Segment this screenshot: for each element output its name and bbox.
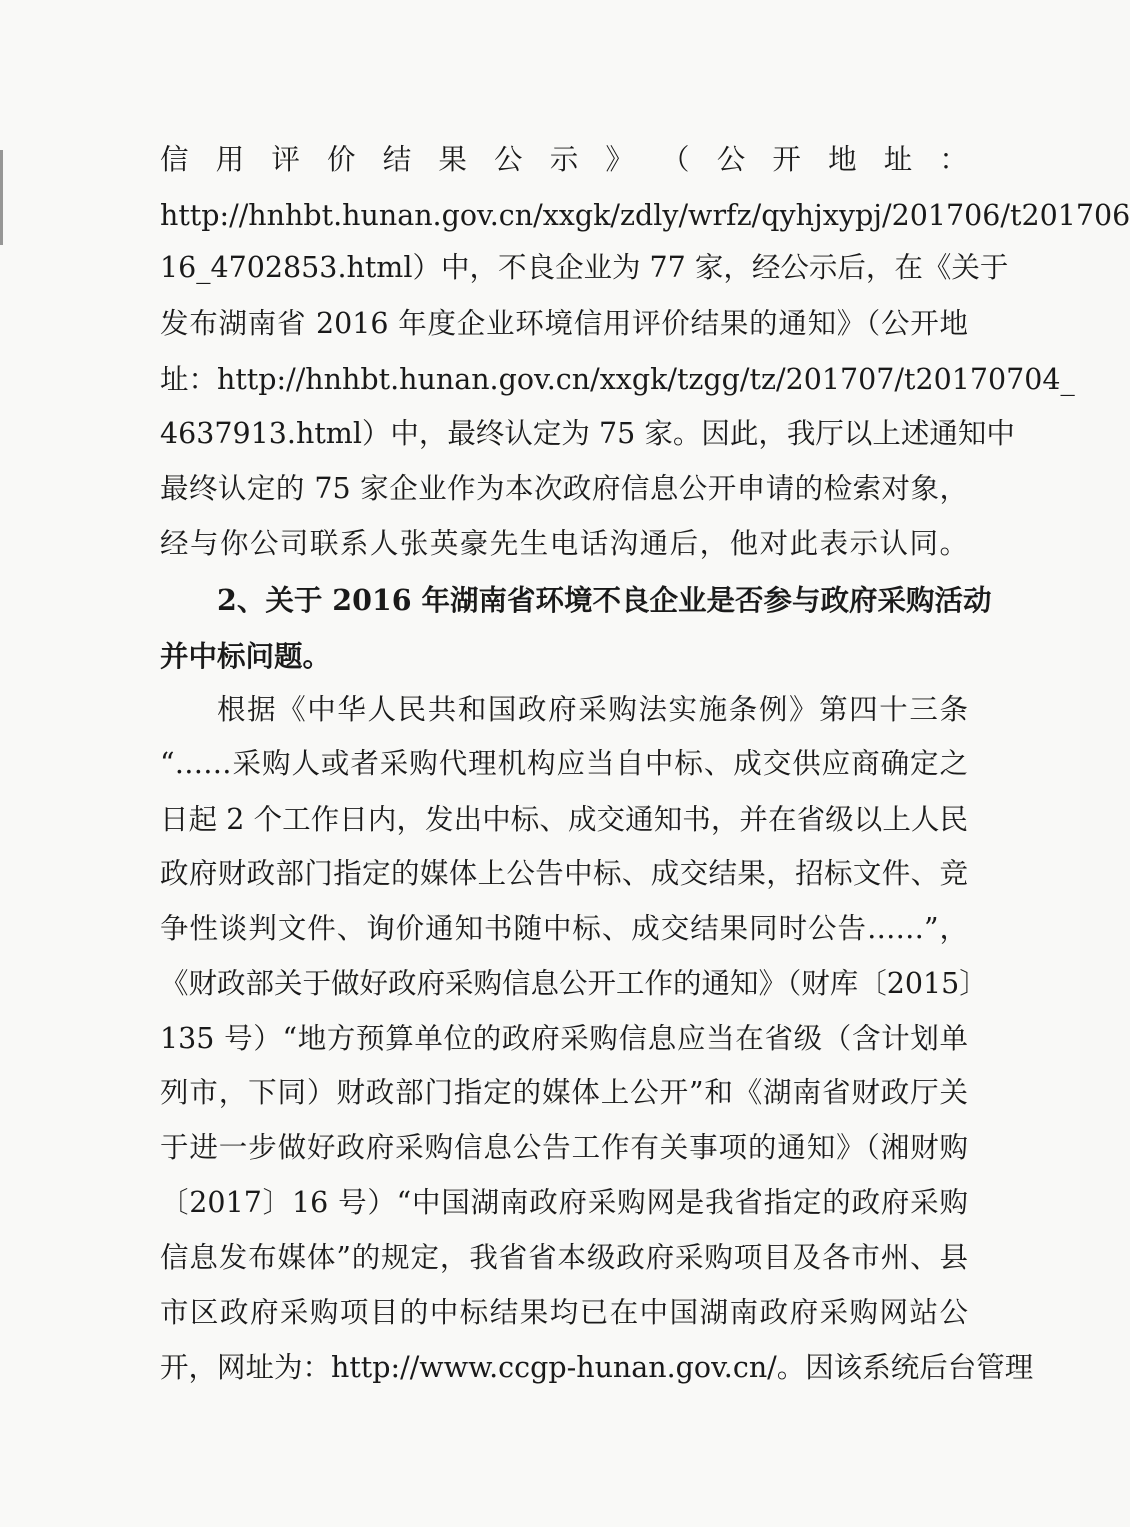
- text-line-21: 信息发布媒体”的规定，我省省本级政府采购项目及各市州、县: [160, 1241, 968, 1274]
- text-line-5: 址：http://hnhbt.hunan.gov.cn/xxgk/tzgg/tz/201707/t20170704_: [160, 363, 1075, 396]
- text-line-14: 政府财政部门指定的媒体上公告中标、成交结果，招标文件、竞: [160, 857, 968, 890]
- text-line-6: 4637913.html）中，最终认定为 75 家。因此，我厅以上述通知中: [160, 417, 1015, 450]
- text-line-7: 最终认定的 75 家企业作为本次政府信息公开申请的检索对象，: [160, 472, 968, 505]
- text-line-15: 争性谈判文件、询价通知书随中标、成交结果同时公告……”，: [160, 912, 968, 945]
- text-line-13: 日起 2 个工作日内，发出中标、成交通知书，并在省级以上人民: [160, 803, 968, 836]
- text-line-17: 135 号）“地方预算单位的政府采购信息应当在省级（含计划单: [160, 1022, 968, 1055]
- text-line-22: 市区政府采购项目的中标结果均已在中国湖南政府采购网站公: [160, 1296, 968, 1329]
- text-line-12: “……采购人或者采购代理机构应当自中标、成交供应商确定之: [160, 747, 968, 780]
- text-line-1: 信 用 评 价 结 果 公 示 》 （ 公 开 地 址 ：: [160, 143, 968, 176]
- text-line-2: http://hnhbt.hunan.gov.cn/xxgk/zdly/wrfz/qyhjxypj/201706/t201706: [160, 199, 1130, 232]
- text-line-19: 于进一步做好政府采购信息公告工作有关事项的通知》（湘财购: [160, 1131, 968, 1164]
- scan-edge-mark: [0, 150, 3, 245]
- text-line-4: 发布湖南省 2016 年度企业环境信用评价结果的通知》（公开地: [160, 307, 968, 340]
- text-line-3: 16_4702853.html）中，不良企业为 77 家，经公示后，在《关于: [160, 251, 1009, 284]
- text-line-16: 《财政部关于做好政府采购信息公开工作的通知》（财库〔2015〕: [160, 967, 988, 1000]
- section-heading-line-1: 2、关于 2016 年湖南省环境不良企业是否参与政府采购活动: [217, 583, 992, 617]
- section-heading-line-2: 并中标问题。: [160, 639, 332, 673]
- text-line-8: 经与你公司联系人张英豪先生电话沟通后，他对此表示认同。: [160, 527, 968, 560]
- text-line-11: 根据《中华人民共和国政府采购法实施条例》第四十三条: [217, 693, 968, 726]
- text-line-20: 〔2017〕16 号）“中国湖南政府采购网是我省指定的政府采购: [160, 1186, 968, 1219]
- text-line-18: 列市，下同）财政部门指定的媒体上公开”和《湖南省财政厅关: [160, 1076, 968, 1109]
- text-line-23: 开，网址为：http://www.ccgp-hunan.gov.cn/。因该系统后台管理: [160, 1351, 1034, 1384]
